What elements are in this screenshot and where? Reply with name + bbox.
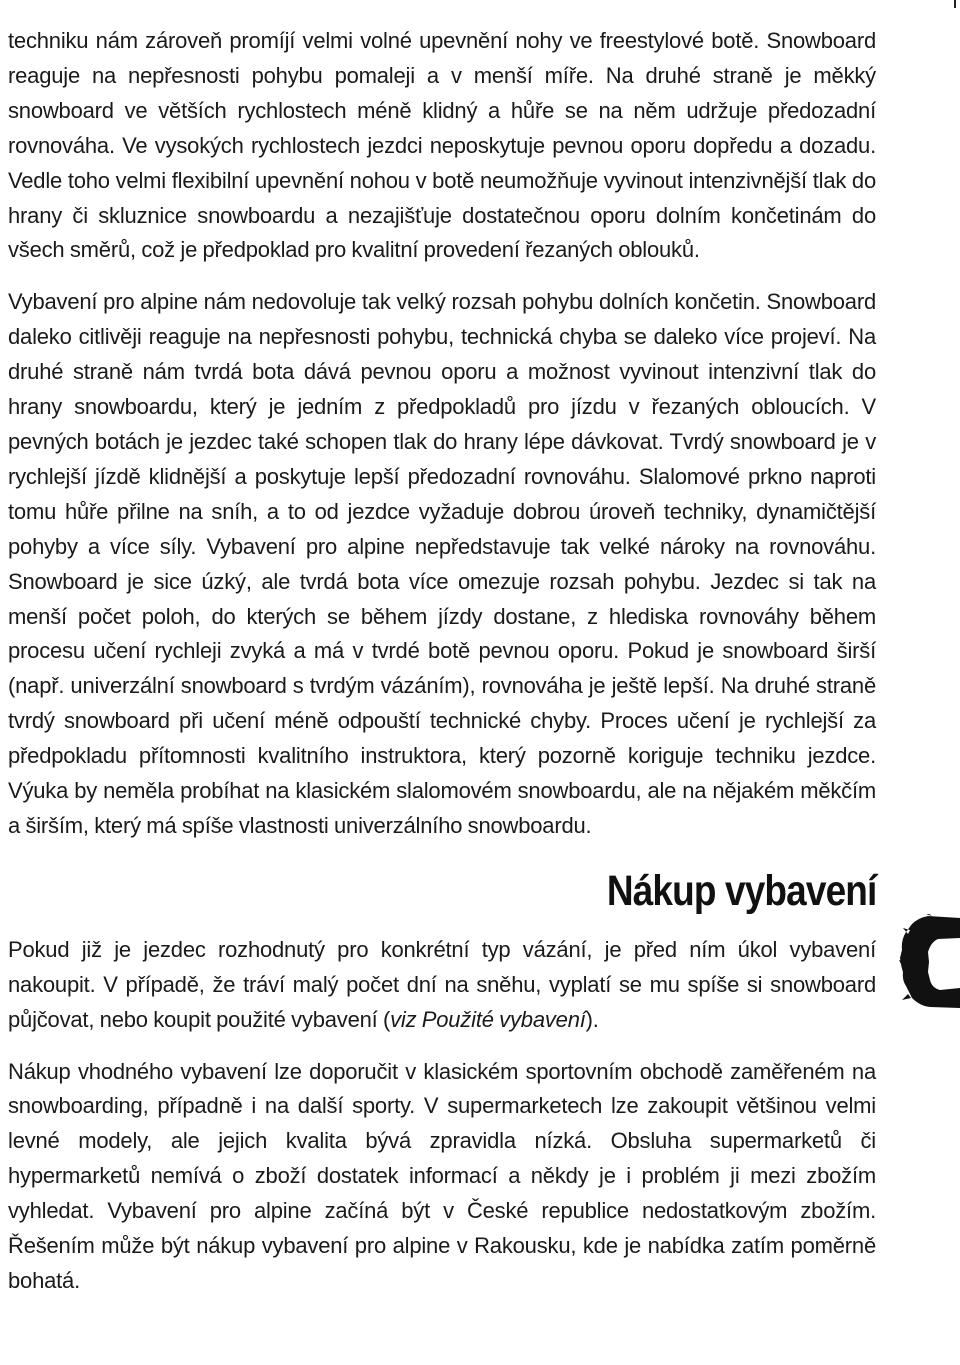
- chapter-letter-c-path: [899, 914, 960, 1008]
- chapter-letter-c-shape: [898, 914, 960, 1010]
- page-corner-mark: [954, 0, 956, 8]
- paragraph-text: ).: [585, 1006, 599, 1032]
- paragraph-text: Nákup vhodného vybavení lze doporučit v klasickém sportovním obchodě zaměřeném na snowboarding, případně i na další sporty. V supermarketech lze zakoupit většinou velmi levné modely, ale jejich kvalita bývá zpravidla nízká. Obsluha supermarketů či hypermarketů nemívá o zboží dostatek informací a někdy je i problém ji mezi zbožím vyhledat. Vybavení pro alpine začíná být v České republice nedostatkovým zbožím. Řešením může být nákup vybavení pro alpine v Rakousku, kde je nabídka zatím poměrně bohatá.: [8, 1058, 876, 1293]
- chapter-letter-c-icon: [898, 914, 960, 1010]
- paragraph-text: techniku nám zároveň promíjí velmi volné upevnění nohy ve freestylové botě. Snowboard reaguje na nepřesnosti pohybu pomaleji a v menší míře. Na druhé straně je měkký snowboard ve větších rychlostech méně klidný a hůře se na něm udržuje předozadní rovnováha. Ve vysokých rychlostech jezdci neposkytuje pevnou oporu dopředu a dozadu. Vedle toho velmi flexibilní upevnění nohou v botě neumožňuje vyvinout intenzivnější tlak do hrany či skluznice snowboardu a nezajišťuje dostatečnou oporu dolním končetinám do všech směrů, což je předpoklad pro kvalitní provedení řezaných oblouků.: [8, 28, 876, 263]
- page-body: [8, 24, 876, 1316]
- paragraph-buying-decision: [8, 933, 876, 1038]
- heading-row: [8, 861, 876, 929]
- paragraph-where-to-buy: [8, 1055, 876, 1299]
- paragraph-soft-vs-hard: [8, 24, 876, 268]
- paragraphs-before: [8, 24, 876, 844]
- paragraphs-after: [8, 933, 876, 1299]
- section-heading: Nákup vybavení: [606, 866, 876, 915]
- paragraph-text: Pokud již je jezdec rozhodnutý pro konkrétní typ vázání, je před ním úkol vybavení nakoupit. V případě, že tráví malý počet dní na sněhu, vyplatí se mu spíše si snowboard půjčovat, nebo koupit použité vybavení (: [8, 936, 876, 1032]
- italic-reference: viz Použité vybavení: [390, 1006, 586, 1032]
- paragraph-text: Vybavení pro alpine nám nedovoluje tak velký rozsah pohybu dolních končetin. Snowboard daleko citlivěji reaguje na nepřesnosti pohybu, technická chyba se daleko více projeví. Na druhé straně nám tvrdá bota dává pevnou oporu a možnost vyvinout intenzivní tlak do hrany snowboardu, který je jedním z předpokladů pro jízdu v řezaných obloucích. V pevných botách je jezdec také schopen tlak do hrany lépe dávkovat. Tvrdý snowboard je v rychlejší jízdě klidnější a poskytuje lepší předozadní rovnováhu. Slalomové prkno naproti tomu hůře přilne na sníh, a to od jezdce vyžaduje dobrou úroveň techniky, dynamičtější pohyby a více síly. Vybavení pro alpine nepředstavuje tak velké nároky na rovnováhu. Snowboard je sice úzký, ale tvrdá bota více omezuje rozsah pohybu. Jezdec si tak na menší počet poloh, do kterých se během jízdy dostane, z hlediska rovnováhy během procesu učení rychleji zvyká a má v tvrdé botě pevnou oporu. Pokud je snowboard širší (např. univerzální snowboard s tvrdým vázáním), rovnováha je ještě lepší. Na druhé straně tvrdý snowboard při učení méně odpouští technické chyby. Proces učení je rychlejší za předpokladu přítomnosti kvalitního instruktora, který pozorně koriguje techniku jezdce. Výuka by neměla probíhat na klasickém slalomovém snowboardu, ale na nějakém měkčím a širším, který má spíše vlastnosti univerzálního snowboardu.: [8, 289, 876, 838]
- paragraph-alpine-equipment: [8, 285, 876, 844]
